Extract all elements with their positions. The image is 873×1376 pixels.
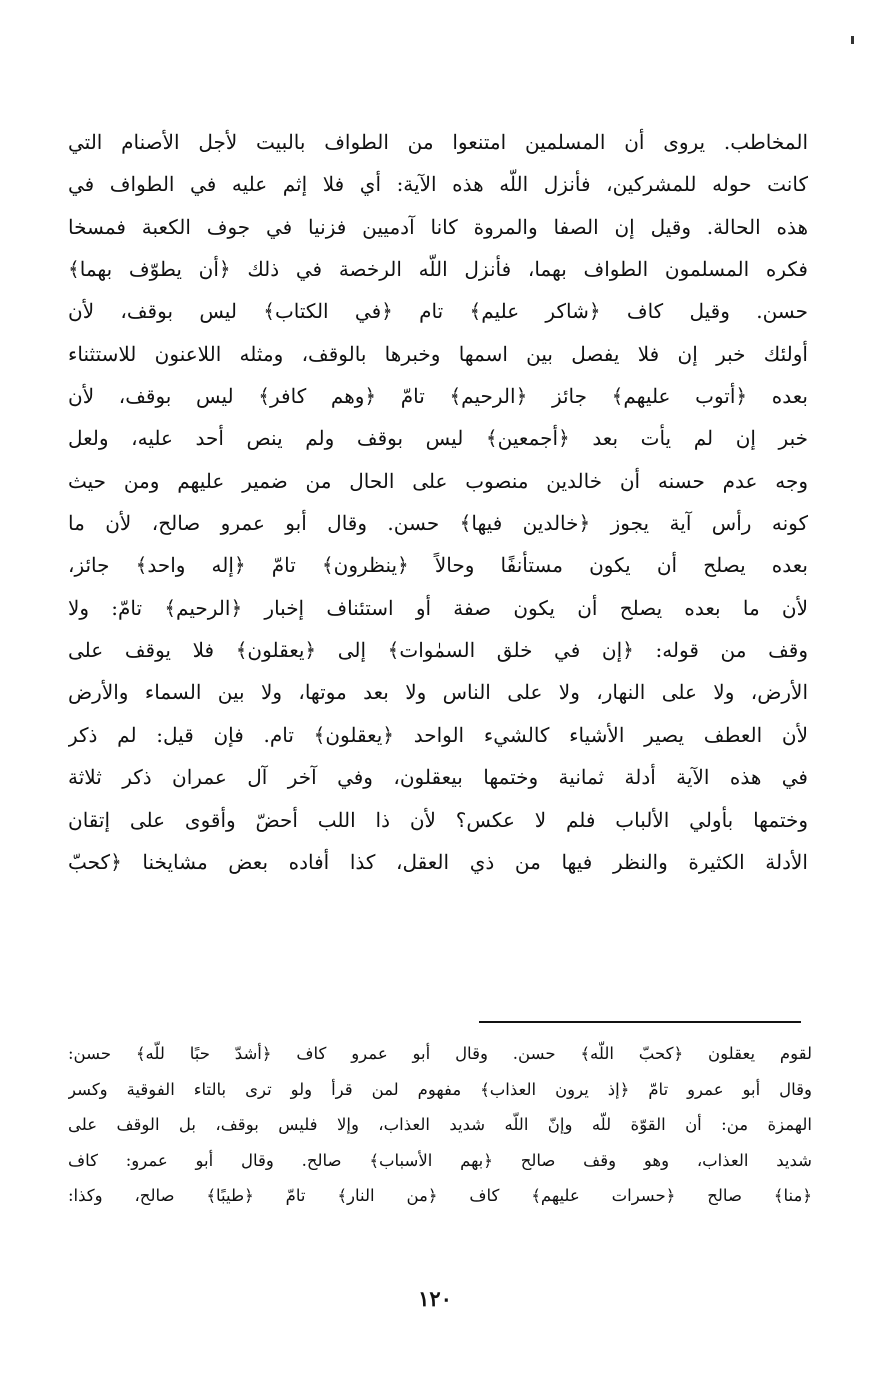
- main-text-line: حسن. وقيل كاف ﴿شاكر عليم﴾ تام ﴿في الكتاب﴾ ليس بوقف، لأن: [68, 299, 808, 324]
- footnote-line: لقوم يعقلون ﴿كحبّ اللّه﴾ حسن. وقال أبو عمرو كاف ﴿أشدّ حبًا للّه﴾ حسن:: [68, 1044, 812, 1063]
- scan-speck: [851, 36, 854, 44]
- main-text-line: الأدلة الكثيرة والنظر فيها من ذي العقل، كذا أفاده بعض مشايخنا ﴿كحبّ: [68, 849, 808, 874]
- footnote-line: الهمزة من: أن القوّة للّه وإنّ اللّه شديد العذاب، وإلا فليس بوقف، بل الوقف على: [68, 1115, 812, 1135]
- main-text-line: بعده ﴿أتوب عليهم﴾ جائز ﴿الرحيم﴾ تامّ ﴿وهم كافر﴾ ليس بوقف، لأن: [68, 384, 808, 409]
- main-text-line: كانت حوله للمشركين، فأنزل اللّه هذه الآية: أي فلا إثم عليه في الطواف في: [68, 172, 808, 197]
- main-text-line: وختمها بأولي الألباب فلم لا عكس؟ لأن ذا اللب أحضّ وأقوى على إتقان: [68, 807, 808, 832]
- main-text-line: فكره المسلمون الطواف بهما، فأنزل اللّه الرخصة في ذلك ﴿أن يطوّف بهما﴾: [68, 257, 808, 282]
- main-text-line: هذه الحالة. وقيل إن الصفا والمروة كانا آدميين فزنيا في جوف الكعبة فمسخا: [68, 214, 808, 239]
- main-text-line: وجه عدم حسنه أن خالدين منصوب على الحال من ضمير عليهم ومن حيث: [68, 468, 808, 493]
- footnote-line: وقال أبو عمرو تامّ ﴿إذ يرون العذاب﴾ مفهوم لمن قرأ ولو ترى بالتاء الفوقية وكسر: [68, 1079, 812, 1099]
- main-text-line: لأن العطف يصير الأشياء كالشيء الواحد ﴿يعقلون﴾ تام. فإن قيل: لم ذكر: [68, 722, 808, 747]
- main-text-line: بعده يصلح أن يكون مستأنفًا وحالاً ﴿ينظرون﴾ تامّ ﴿إله واحد﴾ جائز،: [68, 553, 808, 578]
- main-text-line: كونه رأس آية يجوز ﴿خالدين فيها﴾ حسن. وقال أبو عمرو صالح، لأن ما: [68, 511, 808, 536]
- footnote-line: ﴿منا﴾ صالح ﴿حسرات عليهم﴾ كاف ﴿من النار﴾ تامّ ﴿طيبًا﴾ صالح، وكذا:: [68, 1186, 812, 1206]
- main-text-line: أولئك خبر إن فلا يفصل بين اسمها وخبرها بالوقف، ومثله اللاعنون للاستثناء: [68, 341, 808, 366]
- main-text-line: خبر إن لم يأت بعد ﴿أجمعين﴾ ليس بوقف ولم ينص أحد عليه، ولعل: [68, 426, 808, 451]
- page-number: ١٢٠: [418, 1286, 452, 1311]
- main-text-line: المخاطب. يروى أن المسلمين امتنعوا من الطواف بالبيت لأجل الأصنام التي: [68, 130, 808, 154]
- main-text-block: [68, 121, 808, 883]
- main-text-line: لأن ما بعده يصلح أن يكون صفة أو استئناف إخبار ﴿الرحيم﴾ تامّ: ولا: [68, 595, 808, 620]
- main-text-line: في هذه الآية أدلة ثمانية وختمها بيعقلون، وفي آخر آل عمران ذكر ثلاثة: [68, 765, 808, 790]
- footnote-line: شديد العذاب، وهو وقف صالح ﴿بهم الأسباب﴾ صالح. وقال أبو عمرو: كاف: [68, 1150, 812, 1170]
- main-text-line: وقف من قوله: ﴿إن في خلق السمٰوات﴾ إلى ﴿يعقلون﴾ فلا يوقف على: [68, 638, 808, 663]
- main-text-line: الأرض، ولا على النهار، ولا على الناس ولا بعد موتها، ولا بين السماء والأرض: [68, 680, 808, 705]
- footnote-block: [68, 1036, 812, 1214]
- footnote-separator: [479, 1021, 801, 1023]
